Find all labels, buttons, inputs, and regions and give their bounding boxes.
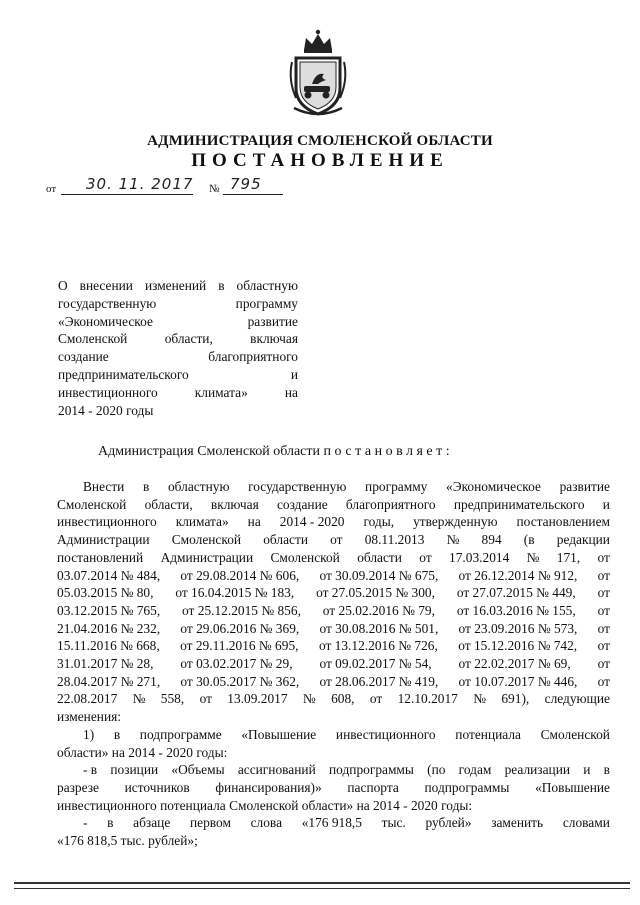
body-line [57,673,610,691]
body-text-segment: № [446,532,460,548]
body-text-segment: программу [365,479,428,494]
subject-word: развитие [247,313,298,329]
body-text-segment: «Повышение [241,726,317,742]
body-text-segment: 17.03.2014 [449,549,510,565]
body-line [57,655,610,673]
body-text-segment: от [597,620,610,636]
subject-word: государственную [58,295,157,311]
date-number-line [46,175,306,199]
body-text-segment: заменить [491,815,544,831]
body-text-segment: от 28.06.2017 № 419, [319,673,439,689]
number-label: № [209,183,220,195]
subject-word: областную [236,278,298,293]
body-line [57,726,610,744]
footer-rule-thin [14,888,630,889]
body-text-segment: Смоленской [171,532,242,548]
body-text-segment: области [263,532,308,548]
body-text-segment: - [83,815,88,831]
body-text-segment: первом [189,815,231,831]
subject-word: и [290,366,298,382]
body-text-segment: Смоленской [270,549,340,565]
body-text-segment: 22.08.2017 [57,691,118,707]
body-line [57,531,610,549]
subject-word: программу [235,295,298,311]
body-text-segment: в [143,479,150,494]
body-text-segment: 2014 - 2020 [279,514,345,530]
body-text-segment: 31.01.2017 № 28, [57,656,154,672]
date-value: 30. 11. 2017 [86,175,194,193]
subject-line [58,384,298,402]
body-text-segment: инвестиционного [335,726,436,742]
body-text-segment: потенциала [455,726,521,742]
body-line [57,549,610,567]
body-text-segment: постановлением [516,514,610,530]
body-text-segment: и [602,496,610,512]
subject-word: в [218,278,225,293]
body-line [57,602,610,620]
body-text-segment: «176 918,5 [301,815,362,831]
subject-word: инвестиционного [58,384,158,400]
body-text-segment: редакции [556,532,610,548]
decree-spaced-word: постановляет: [323,444,454,459]
body-text-segment: ассигнований [237,762,316,778]
body-text-segment: Смоленской [57,496,127,512]
subject-line [58,366,298,384]
number-underline [223,194,283,195]
body-text-segment: от [597,638,610,654]
body-text-segment: от 15.12.2016 № 742, [458,638,578,654]
body-text-segment: в [603,762,610,778]
body-text-segment: словами [562,815,610,831]
body-text-segment: Смоленской [540,726,610,742]
body-text-segment: инвестиционного [57,514,157,530]
body-text-segment: от 22.02.2017 № 69, [458,656,571,672]
body-text-segment: 558, [160,691,185,707]
body-line [57,513,610,531]
body-text-segment: 21.04.2016 № 232, [57,620,161,636]
body-text-segment: от 25.02.2016 № 79, [322,602,435,618]
body-text-segment: от 23.09.2016 № 573, [458,620,578,636]
number-value: 795 [230,175,262,193]
body-text-segment: слова [250,815,283,831]
body-text-segment: и [583,762,591,778]
body-text-segment: абзаце [133,815,171,831]
subject-word: на [284,384,298,400]
body-text-segment: от 26.12.2014 № 912, [458,567,578,583]
body-text-segment: от 16.04.2015 № 183, [175,585,295,601]
body-text-segment: климата» [175,514,229,530]
coat-of-arms-emblem [286,28,350,120]
organization-name: АДМИНИСТРАЦИЯ СМОЛЕНСКОЙ ОБЛАСТИ [147,133,493,149]
subject-word: климата» [194,384,248,400]
body-text-segment: 03.12.2015 № 765, [57,602,161,618]
body-text-segment: № [302,691,316,707]
body-text-segment: изменения: [57,709,122,725]
body-text-segment: от [597,549,610,565]
subject-line [58,295,298,313]
date-underline [61,194,193,195]
subject-word: создание [58,349,109,365]
body-text-segment: постановлений [57,549,144,565]
body-text-segment: включая [210,496,259,512]
body-text-segment: финансирования)» [215,779,322,795]
body-text-segment: в [107,815,114,831]
body-text-segment: № [132,691,146,707]
decree-statement [98,444,453,460]
body-text-segment: развитие [559,479,610,494]
body-line [57,761,610,779]
body-text-segment: в [113,726,121,742]
body-text-segment: годы, [363,514,395,530]
subject-line [58,402,298,420]
body-text-segment: 12.10.2017 [397,691,458,707]
body-text-segment: от 03.02.2017 № 29, [180,656,293,672]
body-text-segment: от 30.09.2014 № 675, [319,567,439,583]
body-text-segment: 608, [331,691,355,707]
body-line [57,567,610,585]
body-line [57,478,610,496]
body-text-segment: 08.11.2013 [364,532,425,548]
subject-word: предпринимательского [58,366,189,382]
body-text-segment: «Объемы [171,762,225,778]
body-text-segment: паспорта [347,779,399,795]
subject-word: «Экономическое [58,313,153,329]
decree-text: Администрация Смоленской области [98,444,321,459]
body-text-segment: от 27.07.2015 № 449, [456,585,576,601]
body-text-segment: «Экономическое [446,479,541,494]
subject-word: Смоленской [58,331,128,347]
body-text-segment: от 27.05.2015 № 300, [316,585,435,601]
body-text-segment: 05.03.2015 № 80, [57,585,154,601]
body-text-segment: от [369,691,383,707]
subject-word: области, [164,331,213,347]
body-text-segment: от 16.03.2016 № 155, [456,602,576,618]
body-text-segment: годам [458,762,492,778]
body-text-segment: от [597,656,610,672]
body-line [57,690,610,708]
body-line [57,779,610,797]
body-text-segment: источников [124,779,190,795]
body-text-segment: от 30.08.2016 № 501, [319,620,439,636]
body-text-segment: от [597,567,610,583]
body-text-segment: подпрограммы [328,762,414,778]
document-body [57,478,610,850]
body-text-segment: 691), [501,691,530,707]
body-text-segment: - в [83,762,98,778]
subject-word: включая [250,331,298,347]
body-text-segment: области, [144,496,193,512]
subject-line [58,348,298,366]
body-text-segment: от 30.05.2017 № 362, [180,673,300,689]
body-line [57,797,610,815]
body-text-segment: 28.04.2017 № 271, [57,673,161,689]
body-line [57,744,610,762]
body-text-segment: от [597,602,610,618]
body-text-segment: Администрации [160,549,254,565]
body-text-segment: 03.07.2014 № 484, [57,567,161,583]
body-text-segment: от [597,673,610,689]
body-text-segment: № [473,691,486,707]
body-text-segment: позиции [110,762,159,778]
subject-line [58,313,298,331]
body-text-segment: от 10.07.2017 № 446, [458,673,578,689]
body-text-segment: от [597,585,610,601]
body-line [57,708,610,726]
body-text-segment: подпрограмме [139,726,222,742]
body-text-segment: 15.11.2016 № 668, [57,638,160,654]
body-text-segment: государственную [248,479,347,494]
subject-word: внесении [79,278,133,293]
body-line [57,814,610,832]
body-text-segment: «Повышение [535,779,610,795]
body-text-segment: рублей» [425,815,472,831]
body-text-segment: тыс. [381,815,406,831]
body-text-segment: от 25.12.2015 № 856, [182,602,301,618]
body-text-segment: разрезе [57,779,99,795]
subject-word: изменений [144,278,207,293]
body-line [57,637,610,655]
subject-line [58,330,298,348]
body-text-segment: от [419,549,432,565]
body-text-segment: реализации [504,762,571,778]
subject-line [58,277,298,295]
subject-word: 2014 - 2020 годы [58,402,154,418]
body-line [57,832,610,850]
body-text-segment: 894 [481,532,502,548]
body-text-segment: подпрограммы [424,779,510,795]
body-text-segment: от 09.02.2017 № 54, [319,656,432,672]
body-text-segment: предпринимательского [453,496,585,512]
body-text-segment: следующие [544,691,610,707]
body-text-segment: области» на 2014 - 2020 годы: [57,744,228,760]
subject-word: благоприятного [208,349,298,365]
body-text-segment: Внести [83,479,125,494]
body-text-segment: от 29.06.2016 № 369, [180,620,300,636]
date-label: от [46,183,57,195]
body-text-segment: Администрации [57,532,150,548]
footer-rule [14,882,630,884]
body-text-segment: от [199,691,212,707]
body-text-segment: областную [167,479,230,494]
body-line [57,496,610,514]
body-text-segment: от 13.12.2016 № 726, [318,638,438,654]
body-text-segment: 171, [556,549,581,565]
body-text-segment: благоприятного [345,496,436,512]
body-text-segment: области [357,549,402,565]
body-text-segment: инвестиционного потенциала Смоленской области» на 2014 - 2020 годы: [57,797,473,813]
body-text-segment: утвержденную [413,514,498,530]
body-text-segment: № [526,549,540,565]
body-text-segment: на [247,514,261,530]
body-line [57,584,610,602]
body-text-segment: создание [276,496,328,512]
body-text-segment: 13.09.2017 [227,691,288,707]
document-type-title: ПОСТАНОВЛЕНИЕ [191,150,449,171]
body-text-segment: (по [427,762,446,778]
body-line [57,620,610,638]
body-text-segment: (в [523,532,535,548]
body-text-segment: от 29.11.2016 № 695, [180,638,299,654]
body-text-segment: от [330,532,343,548]
body-text-segment: «176 818,5 тыс. рублей»; [57,833,198,849]
body-text-segment: 1) [83,726,95,742]
document-subject [58,277,298,419]
body-text-segment: от 29.08.2014 № 606, [180,567,300,583]
subject-word: О [58,278,68,293]
